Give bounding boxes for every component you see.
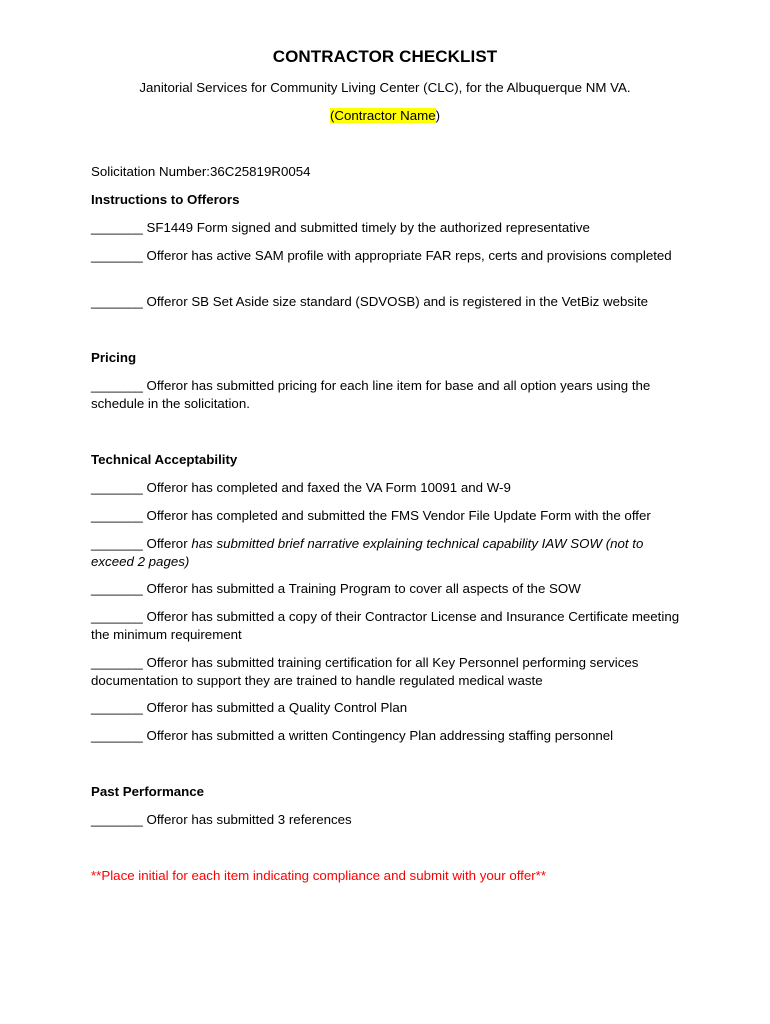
checklist-item-text: Offeror has submitted a copy of their Contractor License and Insurance Certificate meeting the minimum requirement [91, 609, 680, 642]
initial-blank: _______ [91, 480, 143, 495]
initial-blank: _______ [91, 220, 143, 235]
checklist-item [91, 247, 681, 265]
checklist-item-text: Offeror [146, 536, 188, 551]
checklist-item-text: Offeror has submitted a Quality Control Plan [146, 700, 408, 715]
initial-blank: _______ [91, 508, 143, 523]
contractor-name-line [0, 108, 770, 123]
checklist-item-text: Offeror has submitted a Training Program to cover all aspects of the SOW [146, 581, 581, 596]
checklist-item [91, 535, 681, 570]
checklist-item-italic-text: has submitted brief narrative explaining technical capability IAW SOW (not to exceed 2 pages) [91, 536, 644, 569]
page-subtitle: Janitorial Services for Community Living Center (CLC), for the Albuquerque NM VA. [139, 80, 631, 95]
section-heading-pricing: Pricing [91, 350, 137, 365]
checklist-item [91, 293, 681, 311]
initial-blank: _______ [91, 700, 143, 715]
checklist-item-text: Offeror has submitted pricing for each line item for base and all option years using the schedule in the solicitation. [91, 378, 651, 411]
checklist-item-text: Offeror has submitted training certification for all Key Personnel performing services documentation to support they are trained to handle regulated medical waste [91, 655, 639, 688]
initial-blank: _______ [91, 536, 143, 551]
checklist-item [91, 699, 681, 717]
initial-blank: _______ [91, 248, 143, 263]
section-heading-technical: Technical Acceptability [91, 452, 238, 467]
checklist-item [91, 727, 681, 745]
initial-blank: _______ [91, 581, 143, 596]
solicitation-number: Solicitation Number:36C25819R0054 [91, 164, 311, 179]
checklist-item [91, 580, 681, 598]
checklist-item-text: SF1449 Form signed and submitted timely by the authorized representative [146, 220, 590, 235]
checklist-item [91, 219, 681, 237]
checklist-item [91, 811, 681, 829]
initial-blank: _______ [91, 655, 143, 670]
initial-blank: _______ [91, 294, 143, 309]
initial-blank: _______ [91, 378, 143, 393]
section-heading-instructions: Instructions to Offerors [91, 192, 240, 207]
checklist-item-text: Offeror has submitted 3 references [146, 812, 352, 827]
checklist-item [91, 507, 681, 525]
section-heading-past-performance: Past Performance [91, 784, 205, 799]
checklist-item-text: Offeror has active SAM profile with appropriate FAR reps, certs and provisions completed [146, 248, 672, 263]
checklist-item [91, 377, 681, 412]
contractor-name-placeholder: Contractor Name [334, 108, 436, 123]
initial-blank: _______ [91, 728, 143, 743]
checklist-item-text: Offeror has completed and submitted the FMS Vendor File Update Form with the offer [146, 508, 651, 523]
checklist-item [91, 608, 681, 643]
initial-blank: _______ [91, 609, 143, 624]
checklist-item [91, 654, 681, 689]
page-title: CONTRACTOR CHECKLIST [272, 47, 498, 66]
checklist-item [91, 479, 681, 497]
contractor-name-close-paren: ) [435, 108, 441, 123]
checklist-item-text: Offeror has submitted a written Contingency Plan addressing staffing personnel [146, 728, 614, 743]
contractor-name-open-paren: ( [329, 108, 335, 123]
checklist-item-text: Offeror has completed and faxed the VA Form 10091 and W-9 [146, 480, 511, 495]
compliance-notice: **Place initial for each item indicating compliance and submit with your offer** [91, 868, 547, 883]
checklist-item-text: Offeror SB Set Aside size standard (SDVOSB) and is registered in the VetBiz website [146, 294, 649, 309]
initial-blank: _______ [91, 812, 143, 827]
